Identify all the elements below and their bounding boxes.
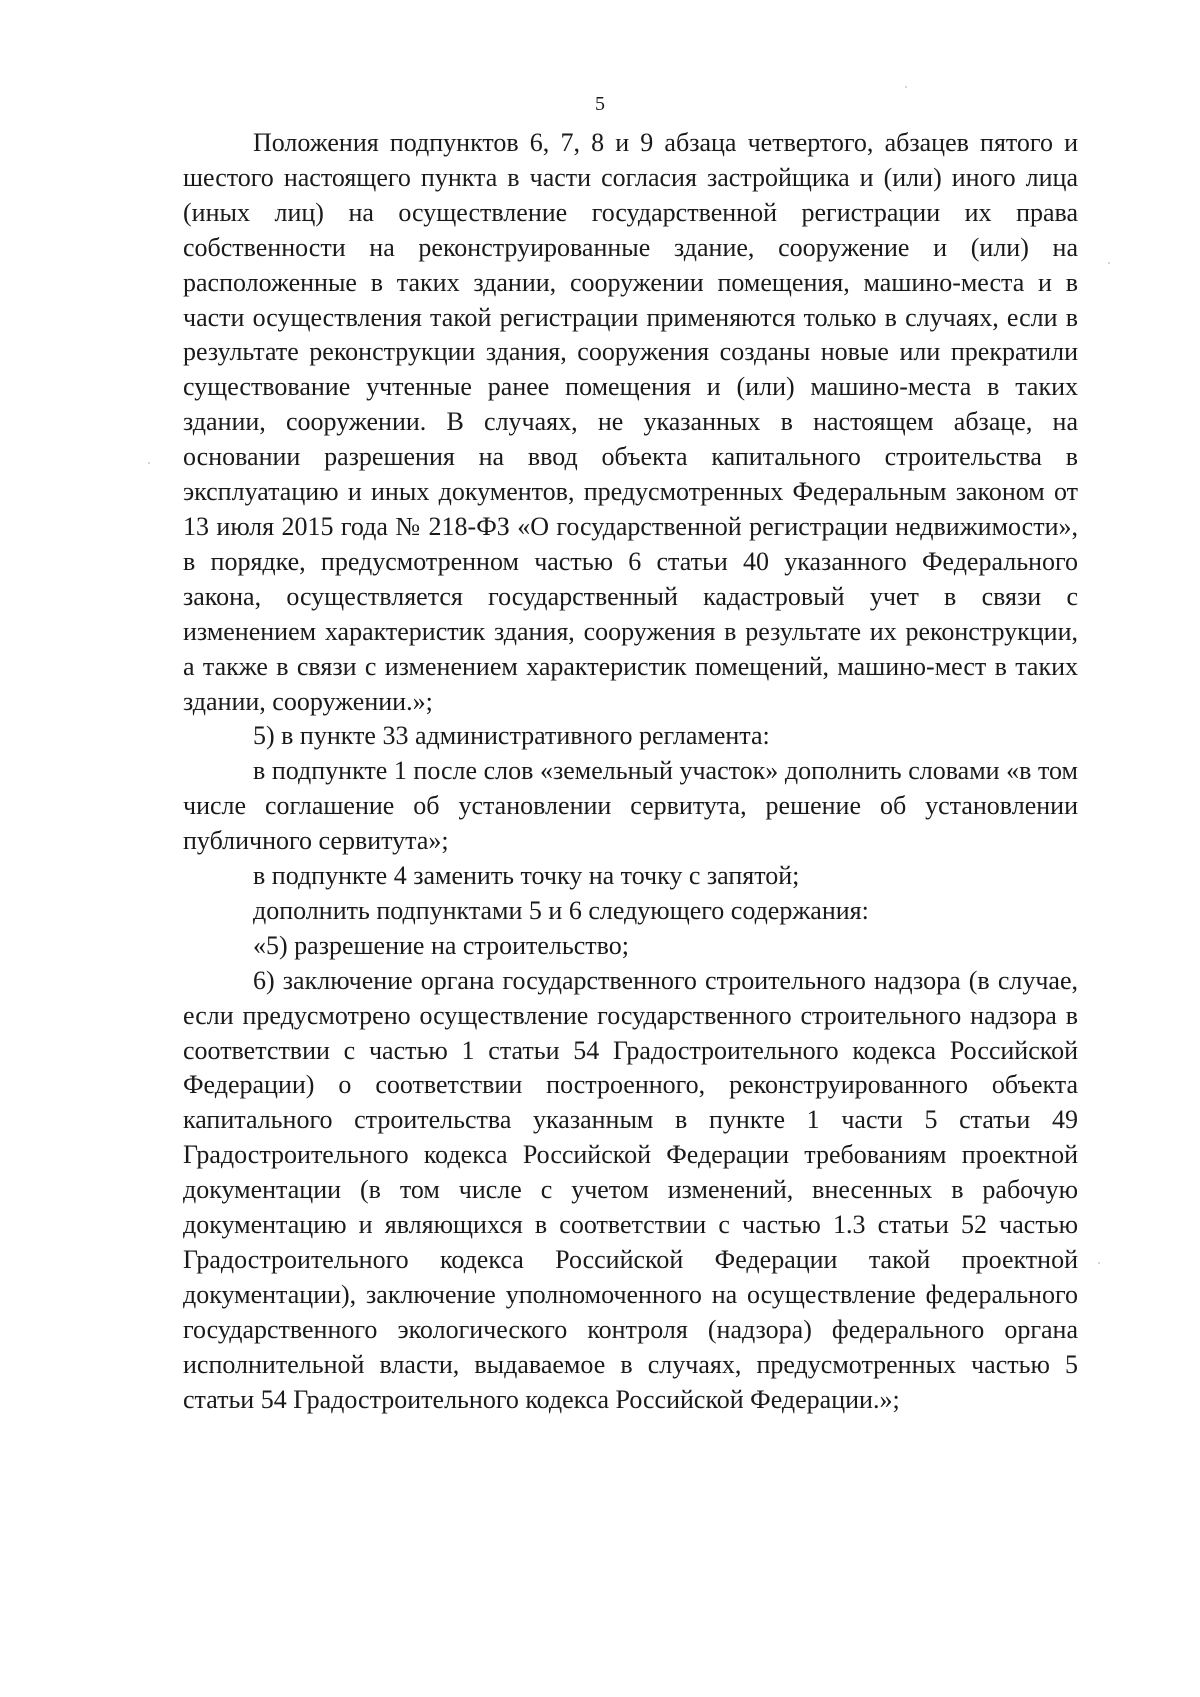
paragraph: 5) в пункте 33 административного регламента:: [253, 721, 770, 751]
page-number: 5: [595, 93, 605, 115]
paragraph: дополнить подпунктами 5 и 6 следующего содержания:: [253, 895, 869, 925]
paragraph: «5) разрешение на строительство;: [253, 930, 629, 960]
document-body: [183, 126, 1078, 1418]
paragraph: 6) заключение органа государственного строительного надзора (в случае, если предусмотрено осуществление государственного строительного надзора в соответствии с частью 1 статьи 54 Градостроительного кодекса Российской Федерации) о соответствии построенного, реконструированного объекта капитального строительства указанным в пункте 1 части 5 статьи 49 Градостроительного кодекса Российской Федерации требованиям проектной документации (в том числе с учетом изменений, внесенных в рабочую документацию и являющихся в соответствии с частью 1.3 статьи 52 частью Градостроительного кодекса Российской Федерации такой проектной документации), заключение уполномоченного на осуществление федерального государственного экологического контроля (надзора) федерального органа исполнительной власти, выдаваемое в случаях, предусмотренных частью 5 статьи 54 Градостроительного кодекса Российской Федерации.»;: [183, 965, 1078, 1414]
scan-speck: [905, 86, 907, 88]
paragraph: в подпункте 1 после слов «земельный участок» дополнить словами «в том числе соглашение об установлении сервитута, решение об установлении публичного сервитута»;: [183, 756, 1078, 856]
paragraph: Положения подпунктов 6, 7, 8 и 9 абзаца четвертого, абзацев пятого и шестого настоящего пункта в части согласия застройщика и (или) иного лица (иных лиц) на осуществление государственной регистрации их права собственности на реконструированные здание, сооружение и (или) на расположенные в таких здании, сооружении помещения, машино-места и в части осуществления такой регистрации применяются только в случаях, если в результате реконструкции здания, сооружения созданы новые или прекратили существование учтенные ранее помещения и (или) машино-места в таких здании, сооружении. В случаях, не указанных в настоящем абзаце, на основании разрешения на ввод объекта капитального строительства в эксплуатацию и иных документов, предусмотренных Федеральным законом от 13 июля 2015 года № 218-ФЗ «О государственной регистрации недвижимости», в порядке, предусмотренном частью 6 статьи 40 указанного Федерального закона, осуществляется государственный кадастровый учет в связи с изменением характеристик здания, сооружения в результате их реконструкции, а также в связи с изменением характеристик помещений, машино-мест в таких здании, сооружении.»;: [183, 128, 1078, 716]
scan-speck: [1098, 1262, 1100, 1264]
paragraph: в подпункте 4 заменить точку на точку с запятой;: [253, 861, 800, 891]
scan-speck: [148, 462, 150, 464]
scan-speck: [1108, 262, 1110, 264]
